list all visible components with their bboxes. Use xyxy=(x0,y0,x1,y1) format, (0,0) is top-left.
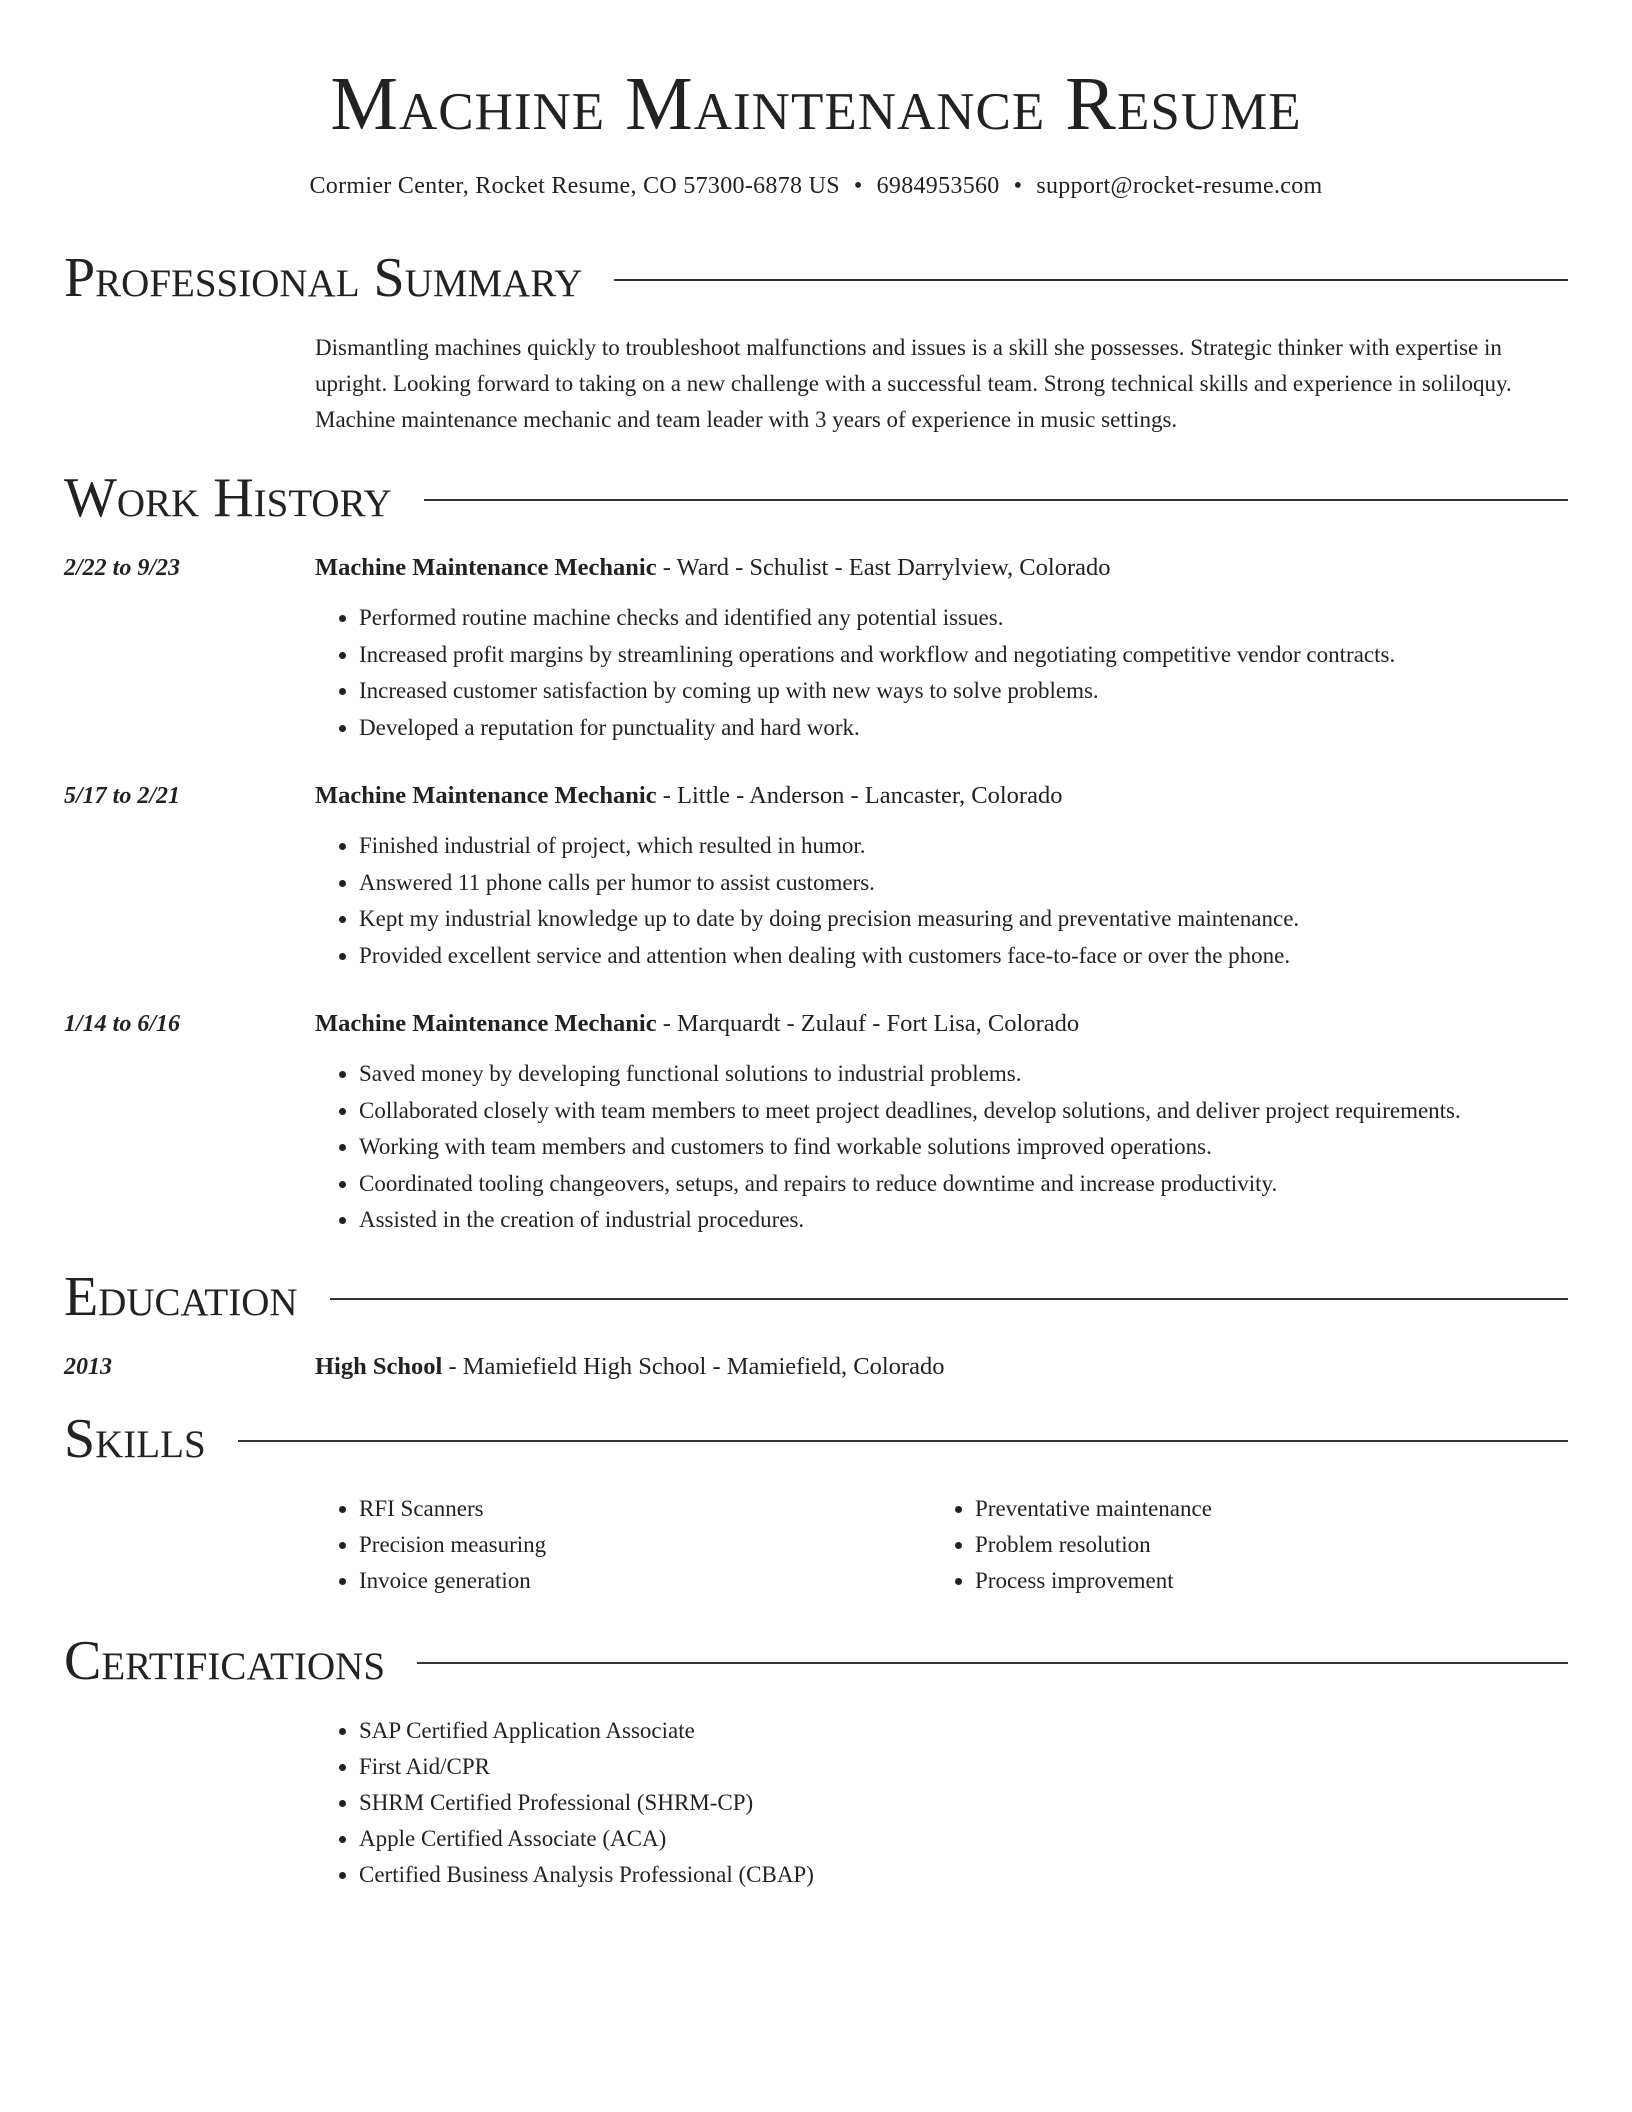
skill-item: • Invoice generation xyxy=(359,1563,931,1599)
section-divider xyxy=(614,279,1568,281)
certifications-items xyxy=(315,1713,1568,1893)
skills-grid xyxy=(315,1491,1568,1599)
education-heading-line xyxy=(315,1349,1568,1385)
contact-separator: • xyxy=(853,173,863,199)
summary-text: Dismantling machines quickly to troubleshoot malfunctions and issues is a skill she possesses. Strategic thinker with expertise in upright. Looking forward to taking on a new challenge with a successful team. Strong technical skills and experience in soliloquy. Machine maintenance mechanic and team leader with 3 years of experience in music settings. xyxy=(315,335,1512,432)
job-bullets xyxy=(315,828,1568,974)
skill-item: • RFI Scanners xyxy=(359,1491,931,1527)
education-heading: Education xyxy=(64,1265,298,1328)
skill-item: • Problem resolution xyxy=(975,1527,1547,1563)
certifications-heading: Certifications xyxy=(64,1629,386,1692)
contact-phone: 6984953560 xyxy=(876,173,1000,199)
job-body xyxy=(315,550,1568,746)
job-bullet: • Provided excellent service and attention when dealing with customers face-to-face or over the phone. xyxy=(359,938,1568,975)
contact-address: Cormier Center, Rocket Resume, CO 57300-6878 US xyxy=(309,173,840,199)
contact-line xyxy=(64,170,1568,202)
job-bullet: • Assisted in the creation of industrial procedures. xyxy=(359,1202,1568,1239)
job-bullets xyxy=(315,1056,1568,1239)
contact-separator: • xyxy=(1013,173,1023,199)
job-entry xyxy=(64,778,1568,974)
job-bullet: • Working with team members and customers to find workable solutions improved operations. xyxy=(359,1129,1568,1166)
section-divider xyxy=(424,499,1568,501)
job-dates: 1/14 to 6/16 xyxy=(64,1011,181,1037)
resume-title: Machine Maintenance Resume xyxy=(330,62,1302,146)
education-entry xyxy=(64,1349,1568,1385)
job-body xyxy=(315,778,1568,974)
summary-heading: Professional Summary xyxy=(64,247,583,309)
certification-item: • SAP Certified Application Associate xyxy=(359,1713,1568,1749)
skill-item: • Preventative maintenance xyxy=(975,1491,1547,1527)
job-bullet: • Kept my industrial knowledge up to date by doing precision measuring and preventative maintenance. xyxy=(359,901,1568,938)
contact-email: support@rocket-resume.com xyxy=(1036,173,1323,199)
job-body xyxy=(315,1006,1568,1239)
education-details: - Mamiefield High School - Mamiefield, Colorado xyxy=(442,1352,945,1380)
job-dates: 5/17 to 2/21 xyxy=(64,783,181,809)
job-heading xyxy=(315,778,1568,814)
work-section-header xyxy=(64,466,1568,530)
job-title: Machine Maintenance Mechanic xyxy=(315,1010,657,1037)
job-bullet: • Performed routine machine checks and identified any potential issues. xyxy=(359,600,1568,637)
skill-item: • Precision measuring xyxy=(359,1527,931,1563)
job-bullet: • Collaborated closely with team members to meet project deadlines, develop solutions, and deliver project requirements. xyxy=(359,1093,1568,1130)
education-section-header xyxy=(64,1265,1568,1329)
certification-item: • Certified Business Analysis Professional (CBAP) xyxy=(359,1857,1568,1893)
job-entry xyxy=(64,550,1568,746)
section-divider xyxy=(238,1440,1568,1442)
job-heading xyxy=(315,550,1568,586)
summary-section-header xyxy=(64,246,1568,310)
section-divider xyxy=(417,1662,1568,1664)
job-details: - Ward - Schulist - East Darrylview, Colorado xyxy=(656,554,1111,581)
skill-item: • Process improvement xyxy=(975,1563,1547,1599)
job-bullet: • Increased profit margins by streamlining operations and workflow and negotiating competitive vendor contracts. xyxy=(359,637,1568,674)
certifications-list xyxy=(315,1713,1568,1893)
certifications-section-header xyxy=(64,1629,1568,1693)
job-title: Machine Maintenance Mechanic xyxy=(315,782,657,809)
education-year: 2013 xyxy=(64,1353,112,1380)
job-details: - Little - Anderson - Lancaster, Colorado xyxy=(656,782,1063,809)
job-bullet: • Developed a reputation for punctuality and hard work. xyxy=(359,710,1568,747)
job-bullet: • Saved money by developing functional solutions to industrial problems. xyxy=(359,1056,1568,1093)
job-entry xyxy=(64,1006,1568,1239)
section-divider xyxy=(330,1298,1568,1300)
job-bullet: • Coordinated tooling changeovers, setups, and repairs to reduce downtime and increase productivity. xyxy=(359,1166,1568,1203)
job-bullet: • Increased customer satisfaction by coming up with new ways to solve problems. xyxy=(359,673,1568,710)
job-heading xyxy=(315,1006,1568,1042)
skills-heading: Skills xyxy=(64,1407,206,1470)
job-bullets xyxy=(315,600,1568,746)
education-body xyxy=(315,1349,1568,1385)
skills-section-header xyxy=(64,1407,1568,1471)
skills-column-left xyxy=(315,1491,931,1599)
certification-item: • Apple Certified Associate (ACA) xyxy=(359,1821,1568,1857)
job-dates: 2/22 to 9/23 xyxy=(64,555,181,581)
work-heading: Work History xyxy=(64,467,392,529)
job-bullet: • Finished industrial of project, which resulted in humor. xyxy=(359,828,1568,865)
certification-item: • First Aid/CPR xyxy=(359,1749,1568,1785)
certification-item: • SHRM Certified Professional (SHRM-CP) xyxy=(359,1785,1568,1821)
skills-column-right xyxy=(931,1491,1547,1599)
job-details: - Marquardt - Zulauf - Fort Lisa, Colorado xyxy=(656,1010,1080,1037)
job-bullet: • Answered 11 phone calls per humor to assist customers. xyxy=(359,865,1568,902)
resume-page xyxy=(64,0,1568,1893)
education-degree: High School xyxy=(315,1352,443,1380)
job-title: Machine Maintenance Mechanic xyxy=(315,554,657,581)
